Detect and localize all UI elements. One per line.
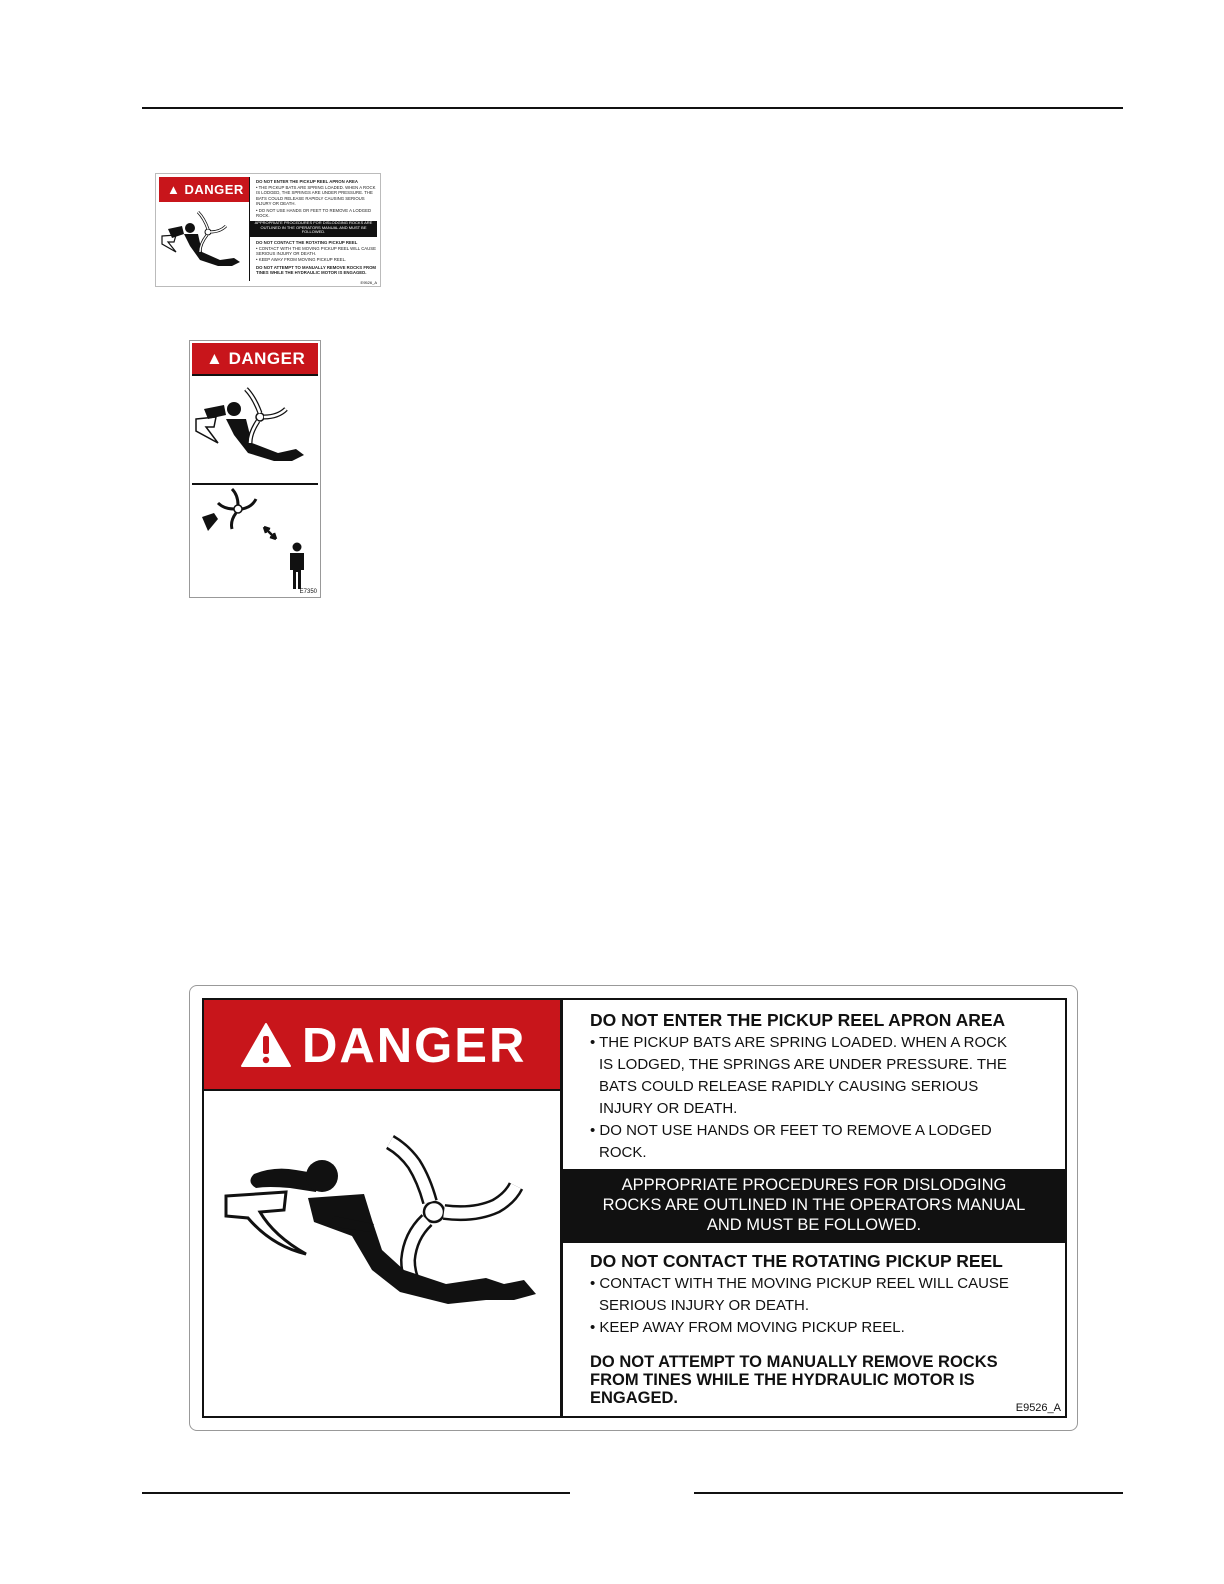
bullet-keep-away: • KEEP AWAY FROM MOVING PICKUP REEL. bbox=[590, 1319, 905, 1336]
arrow-icon bbox=[264, 527, 276, 539]
decal-frame bbox=[202, 998, 1067, 1418]
header-rule bbox=[142, 107, 1123, 109]
bullet-line: • THE PICKUP BATS ARE SPRING LOADED. WHEN A ROCK bbox=[590, 1034, 1008, 1051]
vertical-decal-code: E7350 bbox=[299, 589, 317, 595]
divider bbox=[192, 483, 318, 485]
small-decal-code: E9526_A bbox=[360, 280, 377, 285]
decal-part-code: E9526_A bbox=[1015, 1402, 1061, 1414]
standing-person-icon bbox=[286, 542, 308, 590]
small-bullet-3: • CONTACT WITH THE MOVING PICKUP REEL WILL CAUSE SERIOUS INJURY OR DEATH. bbox=[256, 246, 377, 257]
person-caught-in-reel-icon bbox=[194, 379, 316, 479]
heading-line: DO NOT ATTEMPT TO MANUALLY REMOVE ROCKS bbox=[590, 1353, 998, 1371]
bullet-hands-feet bbox=[590, 1120, 1050, 1164]
bullet-line: • CONTACT WITH THE MOVING PICKUP REEL WILL CAUSE bbox=[590, 1275, 1009, 1292]
bullet-line: INJURY OR DEATH. bbox=[599, 1100, 738, 1117]
bar-line: AND MUST BE FOLLOWED. bbox=[706, 1216, 922, 1234]
small-procedures-bar: APPROPRIATE PROCEDURES FOR DISLODGING ROCKS ARE OUTLINED IN THE OPERATORS MANUAL AND MUST BE FOLLOWED. bbox=[250, 221, 377, 237]
footer-rule-right bbox=[694, 1492, 1123, 1494]
bullet-contact bbox=[590, 1273, 1050, 1317]
heading-rotating-reel: DO NOT CONTACT THE ROTATING PICKUP REEL bbox=[590, 1251, 1003, 1271]
person-caught-in-reel-icon bbox=[224, 1120, 554, 1310]
bullet-line: • DO NOT USE HANDS OR FEET TO REMOVE A LODGED bbox=[590, 1122, 992, 1139]
small-bullet-1: • THE PICKUP BATS ARE SPRING LOADED. WHEN A ROCK IS LODGED, THE SPRINGS ARE UNDER PRESSURE. THE BATS COULD RELEASE RAPIDLY CAUSING SERIOUS INJURY OR DEATH. bbox=[256, 185, 376, 206]
bullet-line: IS LODGED, THE SPRINGS ARE UNDER PRESSURE. THE bbox=[599, 1056, 1007, 1073]
danger-header bbox=[192, 343, 318, 374]
danger-header bbox=[159, 177, 249, 202]
warning-triangle-icon bbox=[240, 1022, 292, 1068]
small-bullet-2: • DO NOT USE HANDS OR FEET TO REMOVE A LODGED ROCK. bbox=[256, 208, 372, 219]
heading-manual-removal bbox=[590, 1353, 998, 1407]
footer-rule-left bbox=[142, 1492, 570, 1494]
small-heading-3: DO NOT ATTEMPT TO MANUALLY REMOVE ROCKS FROM TINES WHILE THE HYDRAULIC MOTOR IS ENGAGED. bbox=[256, 265, 376, 276]
bar-line: APPROPRIATE PROCEDURES FOR DISLODGING bbox=[621, 1176, 1007, 1194]
heading-line: FROM TINES WHILE THE HYDRAULIC MOTOR IS bbox=[590, 1371, 975, 1389]
decal-small bbox=[155, 173, 381, 287]
small-heading-2: DO NOT CONTACT THE ROTATING PICKUP REEL bbox=[256, 240, 358, 245]
bullet-line: BATS COULD RELEASE RAPIDLY CAUSING SERIOUS bbox=[599, 1078, 979, 1095]
decal-large bbox=[189, 985, 1078, 1431]
danger-word: DANGER bbox=[302, 1019, 527, 1073]
heading-line: ENGAGED. bbox=[590, 1389, 679, 1407]
person-caught-in-reel-icon bbox=[160, 204, 248, 276]
heading-apron-area: DO NOT ENTER THE PICKUP REEL APRON AREA bbox=[590, 1010, 1006, 1030]
bullet-spring-loaded bbox=[590, 1032, 1050, 1120]
small-heading-1: DO NOT ENTER THE PICKUP REEL APRON AREA bbox=[256, 179, 358, 184]
bullet-line: SERIOUS INJURY OR DEATH. bbox=[599, 1297, 810, 1314]
decal-text-panel bbox=[563, 1000, 1065, 1416]
bar-line: ROCKS ARE OUTLINED IN THE OPERATORS MANUAL bbox=[602, 1196, 1026, 1214]
danger-word: ▲ DANGER bbox=[206, 349, 306, 368]
small-bullet-4: • KEEP AWAY FROM MOVING PICKUP REEL. bbox=[256, 257, 347, 262]
decal-vertical bbox=[189, 340, 321, 598]
danger-word: ▲ DANGER bbox=[167, 182, 244, 197]
danger-header bbox=[204, 1000, 560, 1091]
procedures-bar bbox=[563, 1169, 1065, 1243]
bullet-line: ROCK. bbox=[599, 1144, 647, 1161]
divider bbox=[192, 374, 318, 376]
